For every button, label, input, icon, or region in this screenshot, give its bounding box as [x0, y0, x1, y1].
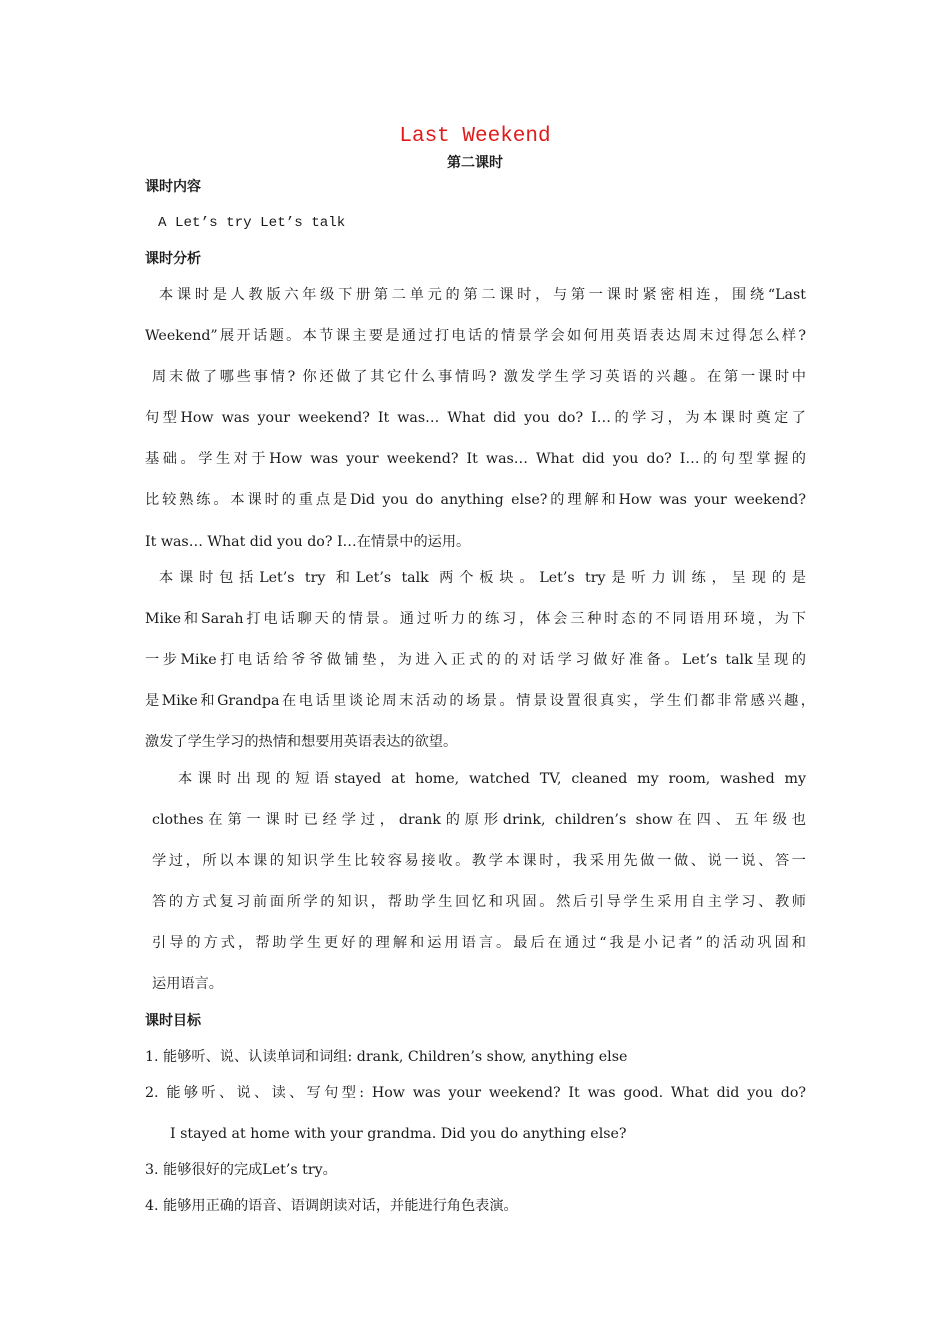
content-line: A Let’s try Let’s talk [158, 215, 346, 231]
goal-item: 1. 能够听、说、认读单词和词组: drank, Children’s show, anything else [145, 1049, 628, 1065]
analysis-line: 一步Mike打电话给爷爷做铺垫，为进入正式的的对话学习做好准备。Let’s talk呈现的 [145, 652, 806, 668]
document-title: Last Weekend [399, 125, 551, 148]
analysis-line: Mike和Sarah打电话聊天的情景。通过听力的练习，体会三种时态的不同语用环境，为下 [145, 611, 806, 627]
goal-item: I stayed at home with your grandma. Did you do anything else? [170, 1126, 627, 1142]
document-subtitle: 第二课时 [447, 155, 503, 171]
content-heading: 课时内容 [145, 179, 201, 195]
goals-heading: 课时目标 [145, 1013, 201, 1029]
analysis-line: 答的方式复习前面所学的知识，帮助学生回忆和巩固。然后引导学生采用自主学习、教师 [152, 894, 806, 910]
analysis-line: 本课时包括Let’s try 和Let’s talk 两个板块。Let’s try是听力训练，呈现的是 [159, 570, 806, 586]
analysis-line: 句型How was your weekend? It was… What did you do? I…的学习，为本课时奠定了 [145, 410, 806, 426]
analysis-line: 比较熟练。本课时的重点是Did you do anything else?的理解和How was your weekend? [145, 492, 806, 508]
analysis-line: 引导的方式，帮助学生更好的理解和运用语言。最后在通过“我是小记者”的活动巩固和 [152, 935, 806, 951]
goal-item: 2. 能够听、说、读、写句型: How was your weekend? It was good. What did you do? [145, 1085, 806, 1101]
goal-item: 4. 能够用正确的语音、语调朗读对话，并能进行角色表演。 [145, 1198, 518, 1214]
analysis-line: 激发了学生学习的热情和想要用英语表达的欲望。 [145, 734, 458, 750]
analysis-line: 运用语言。 [152, 976, 223, 992]
analysis-line: It was… What did you do? I…在情景中的运用。 [145, 534, 471, 550]
analysis-line: Weekend”展开话题。本节课主要是通过打电话的情景学会如何用英语表达周末过得怎么样? [145, 328, 806, 344]
goal-item: 3. 能够很好的完成Let’s try。 [145, 1162, 337, 1178]
analysis-line: 学过，所以本课的知识学生比较容易接收。教学本课时，我采用先做一做、说一说、答一 [152, 853, 806, 869]
analysis-line: 基础。学生对于How was your weekend? It was… What did you do? I…的句型掌握的 [145, 451, 806, 467]
analysis-line: 是Mike和Grandpa在电话里谈论周末活动的场景。情景设置很真实，学生们都非常感兴趣， [145, 693, 815, 709]
analysis-heading: 课时分析 [145, 251, 201, 267]
analysis-line: 周末做了哪些事情? 你还做了其它什么事情吗? 激发学生学习英语的兴趣。在第一课时中 [152, 369, 806, 385]
analysis-line: 本课时出现的短语stayed at home, watched TV, cleaned my room, washed my [178, 771, 806, 787]
analysis-line: 本课时是人教版六年级下册第二单元的第二课时，与第一课时紧密相连，围绕“Last [159, 287, 806, 303]
analysis-line: clothes在第一课时已经学过，drank的原形drink, children’s show在四、五年级也 [152, 812, 806, 828]
